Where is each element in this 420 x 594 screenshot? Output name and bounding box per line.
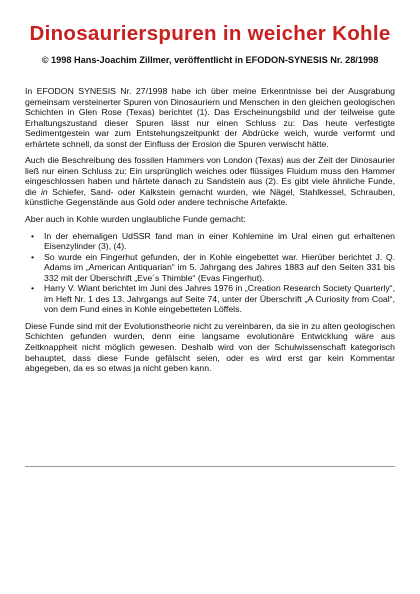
emphasis-in: in (41, 186, 48, 197)
document-subtitle: © 1998 Hans-Joachim Zillmer, veröffentlicht in EFODON-SYNESIS Nr. 28/1998 (41, 55, 379, 65)
bullet-icon: • (31, 230, 35, 241)
list-item (31, 283, 395, 315)
document-body (25, 86, 395, 380)
list-item (31, 251, 395, 284)
paragraph-intro: In EFODON SYNESIS Nr. 27/1998 habe ich über meine Erkenntnisse bei der Ausgrabung gemeinsam versteinerter Spuren von Dinosauriern und Menschen in den gleichen geologischen Schichten in Glen Rose (Texas) berichtet (1). Das Erscheinungsbild und der teilweise gute Erhaltungszustand dieser Spuren lässt nur einen Schluss zu: Das heute verfestigte Sedimentgestein war zum Entstehungszeitpunkt der Abdrücke weich, wurde verformt und erhärtete schnell, da sonst der Einfluss der Erosion die Spuren verwischt hätte. (25, 86, 395, 149)
list-item-text: Harry V. Wiant berichtet im Juni des Jahres 1976 in „Creation Research Society Quarterly“, im Heft Nr. 1 des 13. Jahrgangs auf Seite 74, unter der Überschrift „A Curiosity from Coal“, von dem Fund eines in Kohle eingebetteten Löffels. (44, 283, 395, 315)
document-title: Dinosaurierspuren in weicher Kohle (29, 22, 391, 45)
bullet-icon: • (31, 283, 35, 294)
list-item (31, 230, 395, 252)
paragraph-hammer-text-1: Auch die Beschreibung des fossilen Hammers von London (Texas) aus der Zeit der Dinosaurier ließ nur einen Schluss zu: Ein ursprünglich weiches oder flüssiges Fluidum muss den Hammer eingeschlossen haben und härtete danach zu Sandstein aus (2). Es gibt viele ähnliche Funde, die (25, 155, 395, 197)
paragraph-closing: Diese Funde sind mit der Evolutionstheorie nicht zu vereinbaren, da sie in zu alten geologischen Schichten gefunden wurden, denn eine langsame evolutionäre Entwicklung wäre aus Zeitknappheit nicht möglich gewesen. Deshalb wird von der Schulwissenschaft kategorisch behauptet, dass diese Funde gefälscht seien, oder es wird erst gar kein Kommentar abgegeben, da es so etwas ja nicht geben kann. (25, 320, 395, 374)
paragraph-hammer-text-2: Schiefer, Sand- oder Kalkstein gemacht wurden, wie Nägel, Stahlkessel, Schrauben, künstliche Gegenstände aus Gold oder andere technische Artefakte. (25, 186, 395, 208)
bullet-icon: • (31, 251, 35, 262)
findings-list (25, 231, 395, 315)
paragraph-coal-lead: Aber auch in Kohle wurden unglaubliche Funde gemacht: (25, 214, 246, 225)
paragraph-hammer (25, 155, 395, 208)
list-item-text: In der ehemaligen UdSSR fand man in einer Kohlemine im Ural einen gut erhaltenen Eisenzylinder (3), (4). (44, 230, 395, 252)
bottom-divider (25, 466, 395, 467)
list-item-text: So wurde ein Fingerhut gefunden, der in Kohle eingebettet war. Hierüber berichtet J. Q. Adams im „American Antiquarian“ im 5. Jahrgang des Jahres 1883 auf den Seiten 331 bis 332 mit der Überschrift „Eve´s Thimble“ (Evas Fingerhut). (44, 251, 395, 283)
